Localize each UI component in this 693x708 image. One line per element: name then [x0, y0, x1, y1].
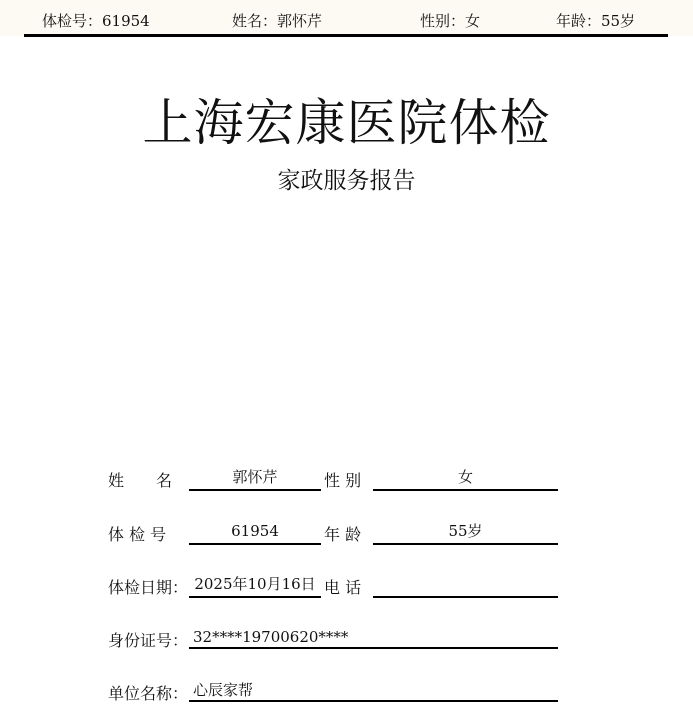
header-name: 姓名：郭怀芹 [232, 12, 323, 30]
name-label-char-2: 名 [155, 471, 172, 490]
name-label-char-1: 姓 [108, 471, 125, 490]
gender-value: 女 [373, 466, 558, 491]
report-header [0, 0, 693, 36]
header-gender: 性别：女 [420, 12, 481, 30]
header-divider [24, 34, 668, 37]
exam-no-value: 61954 [189, 520, 321, 545]
age-label: 年 龄 [324, 525, 362, 544]
age-value: 55岁 [373, 520, 558, 545]
exam-no-label: 体 检 号 [108, 525, 167, 544]
report-title: 上海宏康医院体检 [142, 94, 551, 152]
org-name-label: 单位名称： [108, 684, 189, 703]
org-name-value: 心辰家帮 [189, 679, 558, 702]
id-number-value: 32****19700620**** [189, 626, 558, 649]
report-subtitle: 家政服务报告 [277, 168, 416, 194]
header-exam-no: 体检号：61954 [42, 12, 150, 30]
name-label [108, 468, 172, 491]
exam-date-value: 2025年10月16日 [189, 573, 321, 598]
id-number-label: 身份证号： [108, 631, 189, 650]
name-value: 郭怀芹 [189, 466, 321, 491]
phone-value [373, 573, 558, 598]
header-age: 年龄：55岁 [556, 12, 636, 30]
exam-date-label: 体检日期： [108, 578, 189, 597]
gender-label: 性 别 [324, 471, 362, 490]
phone-label: 电 话 [324, 578, 362, 597]
